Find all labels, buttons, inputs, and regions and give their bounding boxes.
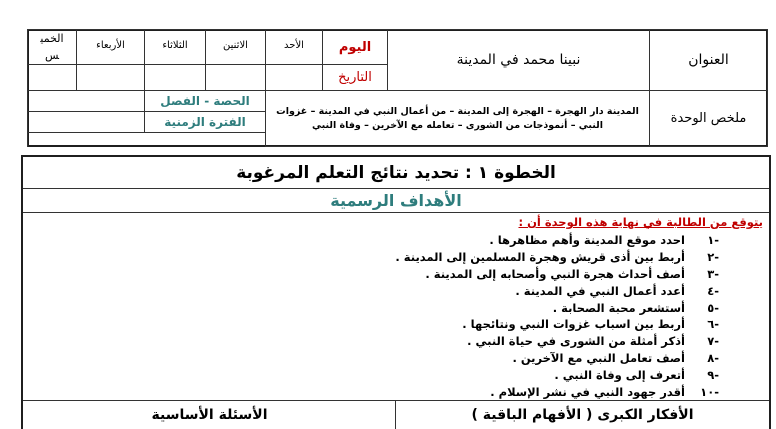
objective-number: -٩ [707, 368, 719, 383]
objective-text: أتعرف إلى وفاة النبي . [554, 368, 685, 383]
day-tuesday-cell [144, 29, 206, 65]
objective-number: -١ [707, 233, 719, 247]
objective-number: -٥ [707, 300, 719, 315]
objective-item [199, 367, 719, 384]
date-label-cell [322, 64, 388, 91]
title-label-cell [649, 29, 768, 91]
day-thursday: الخميس [40, 32, 64, 62]
essential-questions-label: الأسئلة الأساسية [151, 407, 268, 423]
summary-label-cell [649, 90, 768, 147]
objective-item [199, 232, 719, 249]
step1-subtitle: الأهداف الرسمية [330, 191, 462, 210]
objective-item [199, 300, 719, 317]
objective-text: أذكر أمثلة من الشورى في حياة النبي . [467, 334, 685, 349]
objective-text: أربط بين أذى قريش وهجرة المسلمين إلى المدينة . [395, 249, 685, 264]
objective-text: أصف تعامل النبي مع الآخرين . [512, 351, 685, 366]
step1-subtitle-cell [23, 189, 769, 213]
objective-number: -٦ [707, 317, 719, 332]
objective-text: أربط بين اسباب غزوات النبي ونتائجها . [462, 317, 685, 332]
objective-number: -٢ [707, 249, 719, 264]
objective-item [199, 384, 719, 401]
day-monday: الاثنين [223, 40, 248, 51]
period-class-label: الحصة - الفصل [160, 94, 250, 108]
objective-text: أقدر جهود النبي في نشر الإسلام . [490, 385, 685, 400]
objective-text: أعدد أعمال النبي في المدينة . [515, 283, 685, 298]
objective-number: -٤ [707, 283, 719, 298]
day-sunday: الأحد [284, 40, 304, 51]
objectives-block [23, 213, 769, 401]
objective-number: -٣ [707, 266, 719, 281]
day-wednesday-cell [76, 29, 145, 65]
day-label: اليوم [338, 39, 372, 55]
date-row-wednesday [76, 64, 145, 91]
blank-strip [27, 132, 266, 147]
time-period-cell [144, 111, 266, 133]
objective-item [199, 316, 719, 333]
summary-text-cell [265, 90, 650, 147]
objectives-intro: يتوقع من الطالبة في نهاية هذه الوحدة أن : [518, 215, 763, 229]
objective-number: -١٠ [700, 385, 719, 400]
objective-item [199, 350, 719, 367]
day-thursday-cell [27, 29, 77, 65]
day-tuesday: الثلاثاء [162, 40, 188, 51]
objective-item [199, 266, 719, 283]
objective-item [199, 333, 719, 350]
blank-cell-b [27, 111, 145, 133]
day-sunday-cell [265, 29, 323, 65]
summary-text: المدينة دار الهجرة – الهجرة إلى المدينة – من أعمال النبي في المدينة – غزوات النبي – أنموذجات من الشورى – تعامله مع الآخرين – وفاة النبي [276, 105, 639, 131]
title-value: نبينا محمد في المدينة [456, 52, 581, 68]
objective-number: -٨ [707, 351, 719, 366]
date-row-thursday [27, 64, 77, 91]
day-wednesday: الأربعاء [96, 40, 125, 51]
step1-title-cell [23, 157, 769, 189]
time-period-label: الفترة الزمنية [164, 115, 246, 129]
objective-text: احدد موقع المدينة وأهم مظاهرها . [489, 233, 685, 247]
blank-cell-a [27, 90, 145, 112]
objectives-list [199, 232, 719, 401]
date-label: التاريخ [338, 70, 372, 85]
summary-label: ملخص الوحدة [670, 111, 747, 126]
date-row-tuesday [144, 64, 206, 91]
title-label: العنوان [688, 52, 729, 68]
step1-title: الخطوة ١ : تحديد نتائج التعلم المرغوبة [236, 162, 556, 183]
period-class-cell [144, 90, 266, 112]
objective-text: أصف أحداث هجرة النبي وأصحابه إلى المدينة . [425, 266, 685, 281]
big-ideas-label: الأفكار الكبرى ( الأفهام الباقية ) [471, 407, 694, 423]
objective-number: -٧ [707, 334, 719, 349]
objective-item [199, 283, 719, 300]
day-label-cell [322, 29, 388, 65]
objective-text: أستشعر محبة الصحابة . [552, 300, 685, 315]
day-monday-cell [205, 29, 266, 65]
big-ideas-cell [395, 401, 769, 429]
essential-questions-cell [23, 401, 396, 429]
date-row-monday [205, 64, 266, 91]
title-value-cell [387, 29, 650, 91]
objective-item [199, 249, 719, 266]
date-row-sunday [265, 64, 323, 91]
